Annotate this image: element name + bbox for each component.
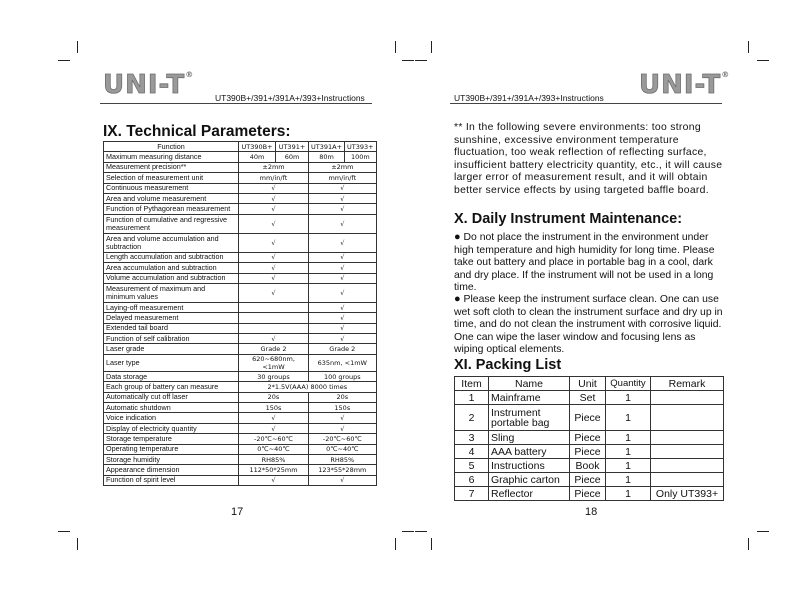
value-cell: -20℃~60℃ [309, 434, 377, 444]
packing-cell: 1 [606, 431, 651, 445]
value-cell: √ [309, 313, 377, 323]
value-cell: √ [239, 423, 309, 433]
packing-cell: Reflector [489, 487, 570, 501]
value-cell: 20s [309, 392, 377, 402]
header-cell: Unit [570, 377, 606, 391]
value-cell: √ [239, 252, 309, 262]
value-cell: -20℃~60℃ [239, 434, 309, 444]
table-row [104, 392, 377, 402]
packing-cell: 1 [606, 473, 651, 487]
packing-row [455, 445, 724, 459]
table-row [104, 313, 377, 323]
value-cell: √ [239, 475, 309, 485]
value-cell [239, 313, 309, 323]
function-cell: Data storage [104, 371, 239, 381]
table-row [104, 302, 377, 312]
packing-cell: Set [570, 391, 606, 405]
value-cell: √ [309, 214, 377, 233]
function-cell: Area and volume accumulation and subtraction [104, 233, 239, 252]
function-cell: Storage temperature [104, 434, 239, 444]
value-cell: 150s [309, 403, 377, 413]
function-cell: Continuous measurement [104, 183, 239, 193]
function-cell: Automatically cut off laser [104, 392, 239, 402]
packing-cell: 7 [455, 487, 489, 501]
table-row [104, 193, 377, 203]
packing-cell: 1 [455, 391, 489, 405]
model-header: UT390B+/391+/391A+/393+Instructions [215, 93, 365, 103]
function-cell: Each group of battery can measure [104, 382, 239, 392]
function-cell: Storage humidity [104, 454, 239, 464]
value-cell: 150s [239, 403, 309, 413]
function-cell: Laying-off measurement [104, 302, 239, 312]
table-row [104, 371, 377, 381]
header-cell: Item [455, 377, 489, 391]
header-cell: UT391A+ [309, 142, 345, 152]
packing-cell: AAA battery [489, 445, 570, 459]
table-row [104, 354, 377, 371]
value-cell: √ [239, 413, 309, 423]
value-cell: √ [309, 252, 377, 262]
function-cell: Function of self calibration [104, 334, 239, 344]
table-row [104, 204, 377, 214]
maintenance-item-2: ● Please keep the instrument surface clean. One can use wet soft cloth to clean the instrument surface and dry up in time, and do not clean the instrument with corrosive liquid. One can wipe the laser window and focusing lens as wiping optical elements. [454, 293, 723, 356]
value-cell: √ [309, 273, 377, 283]
function-cell: Extended tail board [104, 323, 239, 333]
table-row [104, 454, 377, 464]
function-cell: Display of electricity quantity [104, 423, 239, 433]
value-cell: √ [239, 334, 309, 344]
value-cell: 80m [309, 152, 345, 162]
packing-cell: Piece [570, 473, 606, 487]
technical-parameters-table [103, 141, 377, 486]
value-cell: mm/in/ft [309, 173, 377, 183]
bullet: ● [454, 293, 461, 305]
packing-cell: 6 [455, 473, 489, 487]
function-cell: Function of cumulative and regressive measurement [104, 214, 239, 233]
packing-cell: 2 [455, 405, 489, 431]
header-rule [450, 103, 722, 104]
table-row [104, 382, 377, 392]
packing-cell: 5 [455, 459, 489, 473]
page-number: 17 [231, 506, 244, 518]
value-cell [239, 323, 309, 333]
table-row [104, 465, 377, 475]
value-cell: 620~680nm, <1mW [239, 354, 309, 371]
value-cell: RH85% [309, 454, 377, 464]
packing-cell [651, 405, 724, 431]
packing-cell: Graphic carton [489, 473, 570, 487]
value-cell: 635nm, <1mW [309, 354, 377, 371]
table-row [104, 173, 377, 183]
function-cell: Area and volume measurement [104, 193, 239, 203]
packing-cell [651, 473, 724, 487]
header-cell: Remark [651, 377, 724, 391]
value-cell: 100m [345, 152, 377, 162]
packing-cell: Piece [570, 487, 606, 501]
maintenance-item-1: ● Do not place the instrument in the environment under high temperature and high humidity for long time. Please take out battery and place in portable bag in a cool, dark and dry place. If the instrument will not be used in a long time. [454, 231, 715, 294]
table-row [104, 403, 377, 413]
function-cell: Volume accumulation and subtraction [104, 273, 239, 283]
value-cell: 112*50*25mm [239, 465, 309, 475]
packing-cell: Mainframe [489, 391, 570, 405]
table-row [104, 283, 377, 302]
packing-row [455, 487, 724, 501]
table-row [104, 162, 377, 172]
value-cell: √ [239, 193, 309, 203]
packing-cell: 4 [455, 445, 489, 459]
model-header: UT390B+/391+/391A+/393+Instructions [454, 93, 604, 103]
packing-cell [651, 445, 724, 459]
value-cell: 30 groups [239, 371, 309, 381]
function-cell: Laser grade [104, 344, 239, 354]
header-rule [100, 103, 372, 104]
table-row [104, 263, 377, 273]
packing-heading: XI. Packing List [454, 357, 562, 373]
function-cell: Operating temperature [104, 444, 239, 454]
value-cell [239, 302, 309, 312]
function-cell: Selection of measurement unit [104, 173, 239, 183]
packing-cell: Piece [570, 431, 606, 445]
function-cell: Area accumulation and subtraction [104, 263, 239, 273]
value-cell: ±2mm [239, 162, 309, 172]
packing-list-table [454, 376, 724, 501]
table-row [104, 334, 377, 344]
value-cell: 123*55*28mm [309, 465, 377, 475]
value-cell: 20s [239, 392, 309, 402]
table-header-row [104, 142, 377, 152]
packing-cell: Book [570, 459, 606, 473]
packing-cell: Piece [570, 405, 606, 431]
function-cell: Laser type [104, 354, 239, 371]
packing-cell: 3 [455, 431, 489, 445]
value-cell: √ [239, 263, 309, 273]
value-cell: √ [309, 204, 377, 214]
value-cell: 40m [239, 152, 276, 162]
packing-cell: 1 [606, 405, 651, 431]
value-cell: √ [239, 204, 309, 214]
function-cell: Automatic shutdown [104, 403, 239, 413]
value-cell: √ [309, 475, 377, 485]
unit-logo: UNI-T® [639, 70, 731, 100]
page-number: 18 [585, 506, 598, 518]
value-cell: √ [309, 302, 377, 312]
bullet: ● [454, 231, 461, 243]
header-cell: UT390B+ [239, 142, 276, 152]
value-cell: mm/in/ft [239, 173, 309, 183]
header-cell: Quantity [606, 377, 651, 391]
packing-cell [651, 431, 724, 445]
value-cell: √ [309, 193, 377, 203]
value-cell: √ [309, 283, 377, 302]
left-page [0, 0, 393, 590]
table-row [104, 183, 377, 193]
value-cell: √ [309, 183, 377, 193]
packing-row [455, 473, 724, 487]
packing-cell: Sling [489, 431, 570, 445]
value-cell: ±2mm [309, 162, 377, 172]
table-row [104, 323, 377, 333]
packing-cell [651, 459, 724, 473]
packing-row [455, 431, 724, 445]
value-cell: √ [309, 263, 377, 273]
value-cell: √ [309, 423, 377, 433]
value-cell: √ [309, 334, 377, 344]
value-cell: 60m [276, 152, 309, 162]
value-cell: √ [239, 273, 309, 283]
packing-row [455, 391, 724, 405]
function-cell: Measurement precision** [104, 162, 239, 172]
header-cell: Name [489, 377, 570, 391]
table-row [104, 444, 377, 454]
table-row [104, 434, 377, 444]
packing-cell: Instructions [489, 459, 570, 473]
value-cell: √ [239, 183, 309, 193]
packing-cell: Instrument portable bag [489, 405, 570, 431]
value-cell: √ [239, 233, 309, 252]
table-row [104, 252, 377, 262]
value-cell: √ [239, 283, 309, 302]
table-row [104, 214, 377, 233]
value-cell: 2*1.5V(AAA) 8000 times [239, 382, 377, 392]
function-cell: Function of Pythagorean measurement [104, 204, 239, 214]
value-cell: 0℃~40℃ [309, 444, 377, 454]
function-cell: Function of spirit level [104, 475, 239, 485]
table-row [104, 344, 377, 354]
value-cell: √ [309, 323, 377, 333]
table-row [104, 233, 377, 252]
packing-header-row [455, 377, 724, 391]
measurement-note: ** In the following severe environments: too strong sunshine, excessive environment temperature fluctuation, too weak reflection of reflecting surface, insufficient battery electricity quantity, etc., it will cause larger error of measurement result, and it will obtain better service effects by using targeted baffle board. [454, 122, 723, 196]
value-cell: 0℃~40℃ [239, 444, 309, 454]
packing-cell: 1 [606, 487, 651, 501]
header-cell: UT393+ [345, 142, 377, 152]
value-cell: 100 groups [309, 371, 377, 381]
unit-logo: UNI-T® [103, 70, 195, 100]
header-cell: UT391+ [276, 142, 309, 152]
maintenance-heading: X. Daily Instrument Maintenance: [454, 211, 683, 227]
packing-cell: Only UT393+ [651, 487, 724, 501]
function-cell: Appearance dimension [104, 465, 239, 475]
function-cell: Delayed measurement [104, 313, 239, 323]
table-row [104, 273, 377, 283]
value-cell: √ [309, 413, 377, 423]
function-cell: Maximum measuring distance [104, 152, 239, 162]
packing-cell: 1 [606, 459, 651, 473]
packing-cell: 1 [606, 391, 651, 405]
packing-cell: 1 [606, 445, 651, 459]
value-cell: Grade 2 [309, 344, 377, 354]
value-cell: RH85% [239, 454, 309, 464]
table-row [104, 423, 377, 433]
function-cell: Length accumulation and subtraction [104, 252, 239, 262]
packing-cell: Piece [570, 445, 606, 459]
function-cell: Voice indication [104, 413, 239, 423]
table-row [104, 413, 377, 423]
packing-row [455, 405, 724, 431]
function-cell: Measurement of maximum and minimum values [104, 283, 239, 302]
table-row [104, 475, 377, 485]
value-cell: √ [309, 233, 377, 252]
table-row [104, 152, 377, 162]
value-cell: √ [239, 214, 309, 233]
page-heading: IX. Technical Parameters: [103, 123, 291, 140]
value-cell: Grade 2 [239, 344, 309, 354]
packing-cell [651, 391, 724, 405]
packing-row [455, 459, 724, 473]
header-cell: Function [104, 142, 239, 152]
